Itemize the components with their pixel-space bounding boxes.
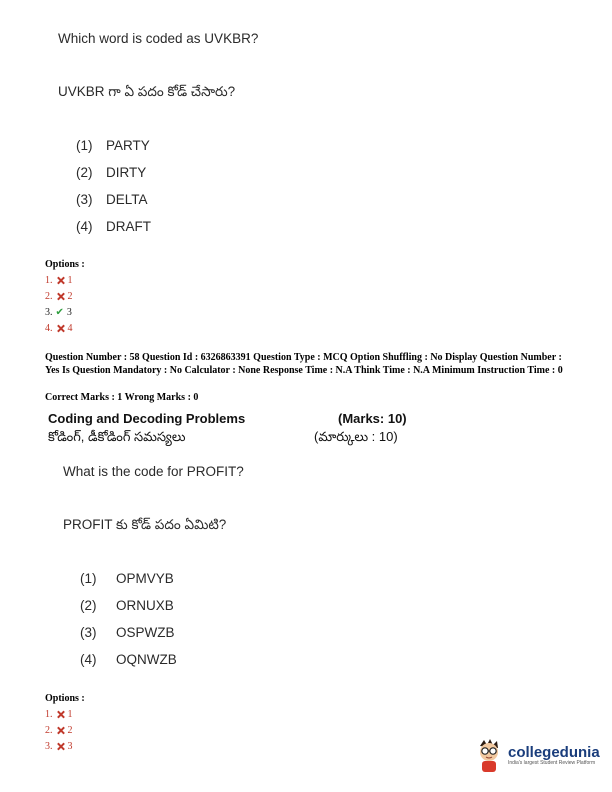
question-text-telugu: PROFIT కు కోడ్ పదం ఏమిటి? (63, 517, 227, 532)
section-marks-telugu: (మార్కులు : 10) (314, 429, 398, 444)
choice-text: ORNUXB (116, 598, 174, 613)
choice-number: (1) (80, 571, 97, 586)
choice-item (80, 598, 174, 613)
option-row (45, 323, 73, 334)
option-value: 2 (67, 725, 73, 736)
option-index: 3. (45, 741, 53, 752)
choice-text: PARTY (106, 138, 150, 153)
option-row (45, 741, 73, 752)
checkmark-icon: ✔ (55, 307, 64, 318)
options-heading: Options : (45, 259, 85, 270)
mascot-icon (476, 738, 502, 772)
choice-text: OPMVYB (116, 571, 174, 586)
question-text-english: What is the code for PROFIT? (63, 464, 244, 479)
section-marks-english: (Marks: 10) (338, 411, 407, 426)
choice-item (80, 652, 177, 667)
section-title-english: Coding and Decoding Problems (48, 411, 246, 426)
option-row (45, 291, 73, 302)
choice-number: (1) (76, 138, 93, 153)
option-value: 2 (67, 291, 73, 302)
cross-icon (56, 276, 65, 285)
choice-item (76, 192, 148, 207)
marks-info: Correct Marks : 1 Wrong Marks : 0 (45, 392, 199, 403)
question-text-telugu: UVKBR గా ఏ పదం కోడ్ చేసారు? (58, 84, 236, 99)
choice-text: OSPWZB (116, 625, 175, 640)
cross-icon (56, 726, 65, 735)
choice-item (76, 165, 146, 180)
choice-item (76, 219, 151, 234)
choice-number: (2) (76, 165, 93, 180)
option-row (45, 709, 73, 720)
option-value: 1 (67, 709, 73, 720)
section-title-telugu: కోడింగ్, డీకోడింగ్ సమస్యలు (48, 429, 186, 444)
question-text-english: Which word is coded as UVKBR? (58, 31, 259, 46)
option-row (45, 725, 73, 736)
option-index: 4. (45, 323, 53, 334)
collegedunia-logo (476, 738, 600, 772)
choice-item (80, 571, 174, 586)
option-value: 3 (67, 741, 73, 752)
logo-wordmark: collegedunia (508, 743, 600, 761)
question-metadata: Question Number : 58 Question Id : 6326863391 Question Type : MCQ Option Shuffling : No Display Question Number : Yes Is Question Mandatory : No Calculator : None Response Time : N.A Think Time : N.A Minimum Instruction Time : 0 (45, 352, 563, 376)
option-value: 3 (66, 307, 72, 318)
option-index: 1. (45, 709, 53, 720)
logo-tagline: India's largest Student Review Platform (508, 759, 596, 766)
option-value: 1 (67, 275, 73, 286)
cross-icon (56, 292, 65, 301)
choice-item (76, 138, 150, 153)
options-heading: Options : (45, 693, 85, 704)
choice-text: DIRTY (106, 165, 147, 180)
choice-number: (3) (80, 625, 97, 640)
option-value: 4 (67, 323, 73, 334)
option-row (45, 275, 73, 286)
choice-number: (3) (76, 192, 93, 207)
option-index: 1. (45, 275, 53, 286)
choice-text: DRAFT (106, 219, 151, 234)
choice-text: OQNWZB (116, 652, 177, 667)
cross-icon (56, 742, 65, 751)
option-row-correct (45, 307, 72, 318)
choice-number: (4) (80, 652, 97, 667)
choice-text: DELTA (106, 192, 148, 207)
option-index: 2. (45, 291, 53, 302)
option-index: 3. (45, 307, 53, 318)
cross-icon (56, 710, 65, 719)
choice-number: (4) (76, 219, 93, 234)
choice-item (80, 625, 175, 640)
choice-number: (2) (80, 598, 97, 613)
cross-icon (56, 324, 65, 333)
option-index: 2. (45, 725, 53, 736)
